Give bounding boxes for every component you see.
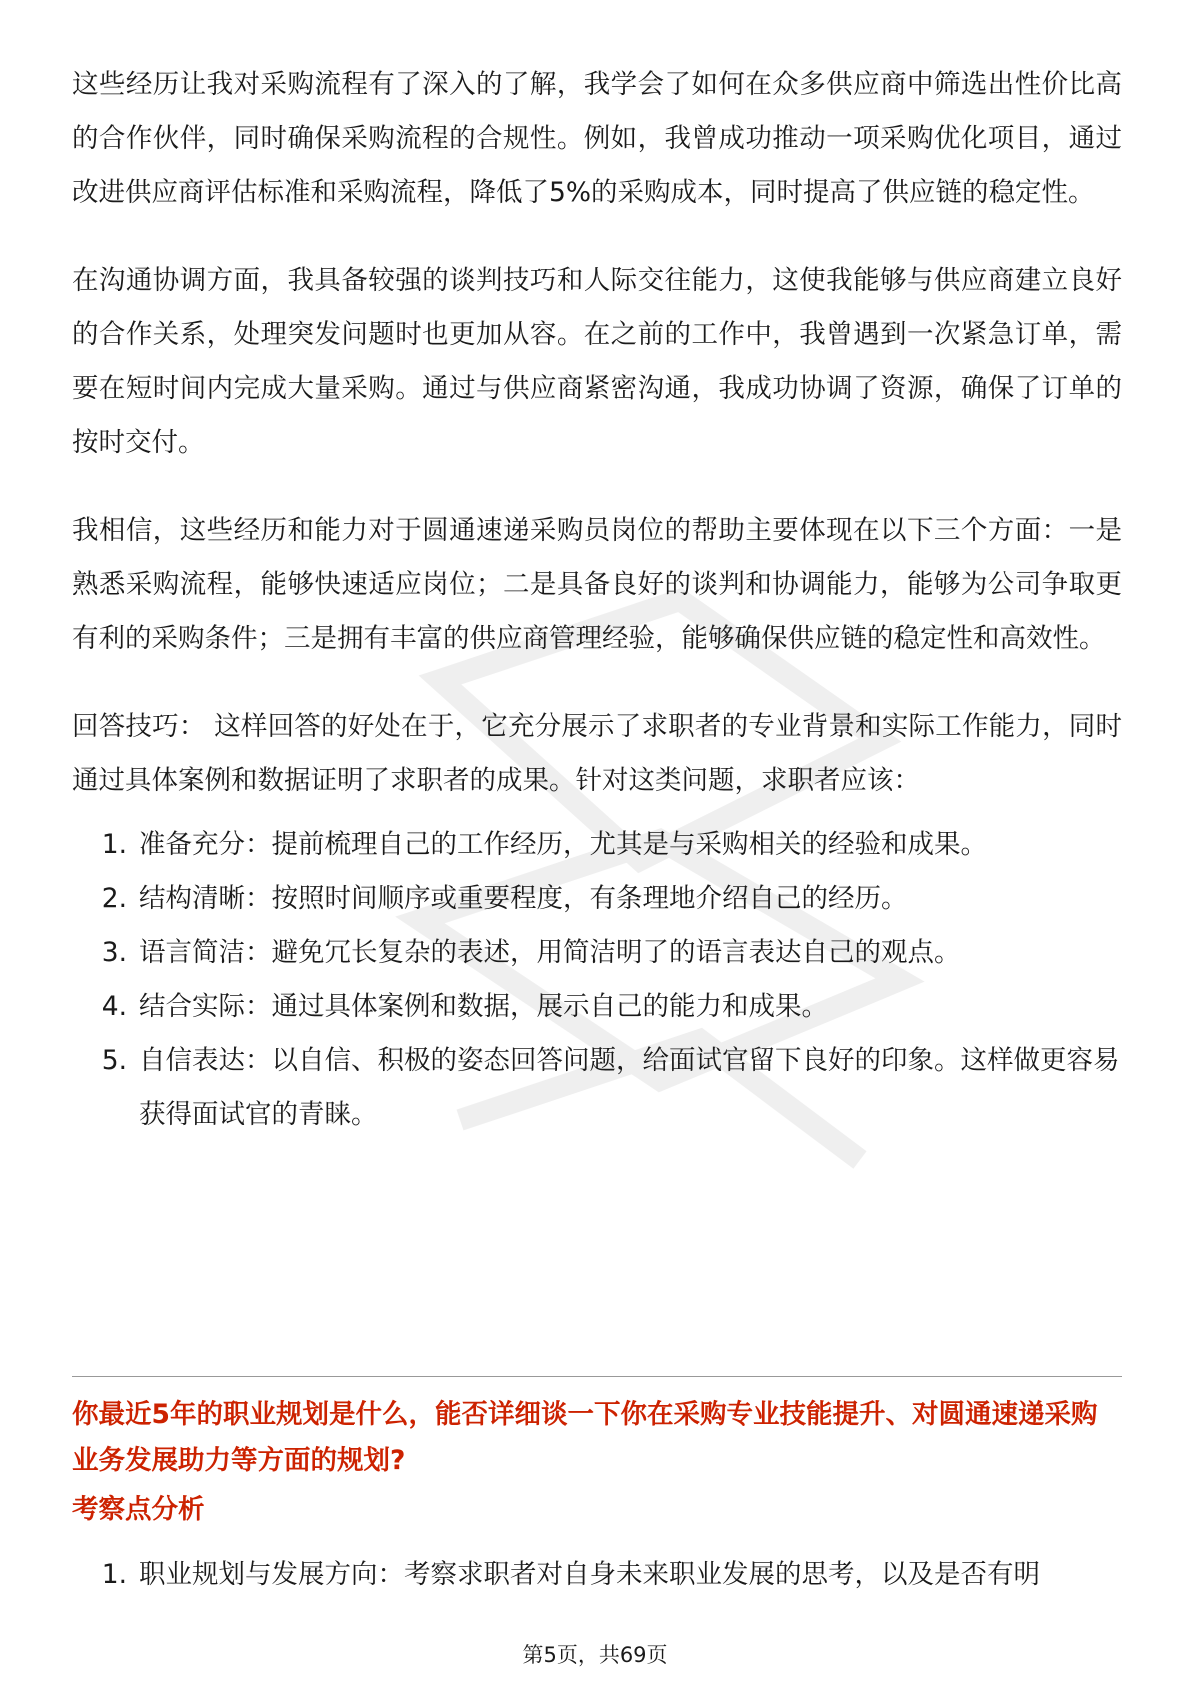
tips-intro: 回答技巧： 这样回答的好处在于，它充分展示了求职者的专业背景和实际工作能力，同时通过具体案例和数据证明了求职者的成果。针对这类问题，求职者应该： (72, 711, 1122, 796)
paragraph-belief: 我相信，这些经历和能力对于圆通速递采购员岗位的帮助主要体现在以下三个方面：一是熟悉采购流程，能够快速适应岗位；二是具备良好的谈判和协调能力，能够为公司争取更有利的采购条件；三是拥有丰富的供应商管理经验，能够确保供应链的稳定性和高效性。 (72, 515, 1122, 654)
list-item-text: 语言简洁：避免冗长复杂的表述，用简洁明了的语言表达自己的观点。 (139, 937, 961, 968)
page-footer: 第5页，共69页 (522, 1643, 668, 1667)
list-item (72, 1034, 1122, 1142)
tips-list (72, 818, 1122, 1142)
main-content (72, 58, 1122, 1142)
question-heading: 你最近5年的职业规划是什么，能否详细谈一下你在采购专业技能提升、对圆通速递采购业务发展助力等方面的规划? (72, 1399, 1098, 1476)
list-item (72, 818, 1122, 872)
list-item (72, 1548, 1122, 1602)
paragraph-experience: 这些经历让我对采购流程有了深入的了解，我学会了如何在众多供应商中筛选出性价比高的合作伙伴，同时确保采购流程的合规性。例如，我曾成功推动一项采购优化项目，通过改进供应商评估标准和采购流程，降低了5%的采购成本，同时提高了供应链的稳定性。 (72, 69, 1122, 208)
list-item-text: 自信表达：以自信、积极的姿态回答问题，给面试官留下良好的印象。这样做更容易获得面试官的青睐。 (139, 1045, 1120, 1130)
list-number: 3. (101, 937, 127, 968)
list-number: 4. (101, 991, 127, 1022)
list-item-text: 结合实际：通过具体案例和数据，展示自己的能力和成果。 (139, 991, 828, 1022)
analysis-list (72, 1548, 1122, 1602)
list-number: 1. (101, 1559, 127, 1590)
list-item (72, 872, 1122, 926)
list-item (72, 926, 1122, 980)
list-item-text: 准备充分：提前梳理自己的工作经历，尤其是与采购相关的经验和成果。 (139, 829, 987, 860)
list-item-text: 职业规划与发展方向：考察求职者对自身未来职业发展的思考，以及是否有明 (139, 1559, 1040, 1590)
list-item-text: 结构清晰：按照时间顺序或重要程度，有条理地介绍自己的经历。 (139, 883, 908, 914)
list-item (72, 980, 1122, 1034)
section-title: 考察点分析 (72, 1494, 205, 1525)
paragraph-communication: 在沟通协调方面，我具备较强的谈判技巧和人际交往能力，这使我能够与供应商建立良好的合作关系，处理突发问题时也更加从容。在之前的工作中，我曾遇到一次紧急订单，需要在短时间内完成大量采购。通过与供应商紧密沟通，我成功协调了资源，确保了订单的按时交付。 (72, 265, 1122, 458)
list-number: 5. (101, 1045, 127, 1076)
list-number: 2. (101, 883, 127, 914)
list-number: 1. (101, 829, 127, 860)
section-divider (72, 1376, 1122, 1377)
